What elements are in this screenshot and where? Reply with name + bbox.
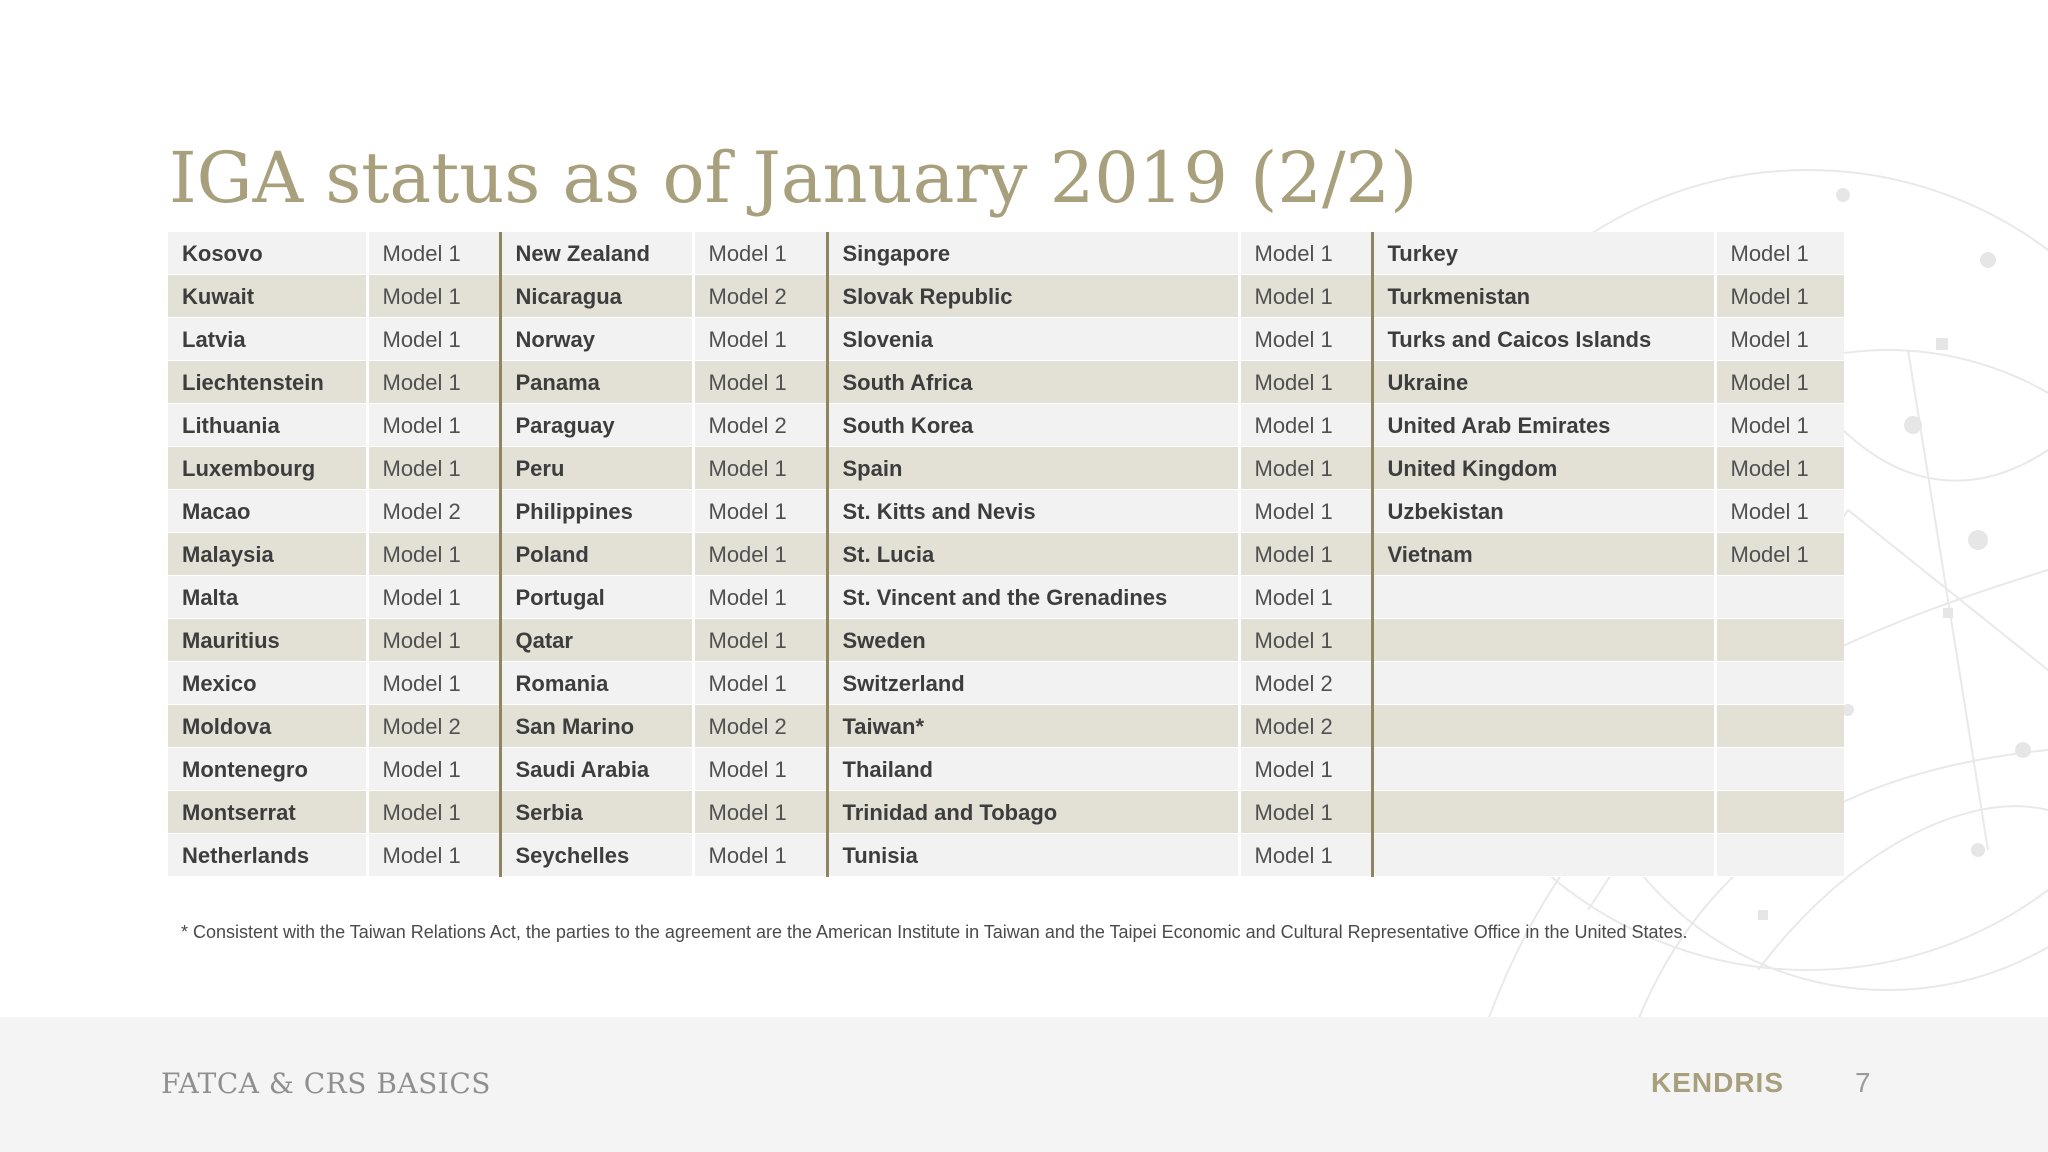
- table-row: [168, 705, 1844, 748]
- model-cell: Model 1: [367, 232, 500, 275]
- model-cell: [1715, 791, 1844, 834]
- country-cell: Portugal: [500, 576, 693, 619]
- model-cell: Model 1: [1715, 275, 1844, 318]
- country-cell: Philippines: [500, 490, 693, 533]
- country-cell: Kosovo: [168, 232, 367, 275]
- model-cell: Model 1: [693, 232, 827, 275]
- table-row: [168, 748, 1844, 791]
- model-cell: Model 1: [1715, 490, 1844, 533]
- table-row: [168, 533, 1844, 576]
- country-cell: Tunisia: [827, 834, 1239, 877]
- country-cell: Malta: [168, 576, 367, 619]
- model-cell: Model 1: [1239, 361, 1372, 404]
- slide-footer: [0, 1017, 2048, 1152]
- country-cell: Singapore: [827, 232, 1239, 275]
- model-cell: Model 1: [1715, 318, 1844, 361]
- country-cell: [1372, 619, 1715, 662]
- model-cell: [1715, 662, 1844, 705]
- model-cell: Model 1: [1239, 791, 1372, 834]
- country-cell: Latvia: [168, 318, 367, 361]
- country-cell: Taiwan*: [827, 705, 1239, 748]
- table-row: [168, 791, 1844, 834]
- country-cell: Qatar: [500, 619, 693, 662]
- model-cell: Model 1: [1239, 404, 1372, 447]
- model-cell: Model 1: [367, 361, 500, 404]
- country-cell: Sweden: [827, 619, 1239, 662]
- country-cell: [1372, 576, 1715, 619]
- country-cell: Turkmenistan: [1372, 275, 1715, 318]
- model-cell: Model 1: [1715, 361, 1844, 404]
- model-cell: Model 1: [367, 662, 500, 705]
- table-row: [168, 834, 1844, 877]
- model-cell: [1715, 705, 1844, 748]
- country-cell: Montserrat: [168, 791, 367, 834]
- model-cell: Model 2: [1239, 705, 1372, 748]
- country-cell: Thailand: [827, 748, 1239, 791]
- country-cell: Spain: [827, 447, 1239, 490]
- table-row: [168, 361, 1844, 404]
- model-cell: Model 2: [693, 275, 827, 318]
- model-cell: [1715, 619, 1844, 662]
- country-cell: Ukraine: [1372, 361, 1715, 404]
- page-number: 7: [1855, 1067, 1871, 1098]
- country-cell: Nicaragua: [500, 275, 693, 318]
- country-cell: Macao: [168, 490, 367, 533]
- country-cell: Vietnam: [1372, 533, 1715, 576]
- model-cell: Model 2: [693, 404, 827, 447]
- country-cell: Seychelles: [500, 834, 693, 877]
- table-row: [168, 318, 1844, 361]
- model-cell: Model 1: [367, 791, 500, 834]
- iga-status-table: [168, 232, 1844, 877]
- page-title: IGA status as of January 2019 (2/2): [169, 137, 1418, 219]
- country-cell: Liechtenstein: [168, 361, 367, 404]
- country-cell: Saudi Arabia: [500, 748, 693, 791]
- model-cell: Model 1: [693, 791, 827, 834]
- model-cell: Model 2: [367, 705, 500, 748]
- model-cell: [1715, 576, 1844, 619]
- country-cell: [1372, 705, 1715, 748]
- country-cell: [1372, 834, 1715, 877]
- model-cell: Model 1: [367, 318, 500, 361]
- model-cell: Model 1: [693, 662, 827, 705]
- country-cell: South Africa: [827, 361, 1239, 404]
- country-cell: Switzerland: [827, 662, 1239, 705]
- country-cell: Kuwait: [168, 275, 367, 318]
- country-cell: [1372, 791, 1715, 834]
- model-cell: Model 1: [1715, 447, 1844, 490]
- model-cell: Model 1: [1239, 275, 1372, 318]
- model-cell: Model 1: [367, 447, 500, 490]
- table-row: [168, 447, 1844, 490]
- model-cell: Model 1: [367, 275, 500, 318]
- table-row: [168, 232, 1844, 275]
- model-cell: Model 1: [367, 748, 500, 791]
- country-cell: St. Vincent and the Grenadines: [827, 576, 1239, 619]
- table-row: [168, 490, 1844, 533]
- model-cell: Model 1: [367, 834, 500, 877]
- footer-title: FATCA & CRS BASICS: [161, 1067, 491, 1100]
- model-cell: Model 1: [1239, 318, 1372, 361]
- country-cell: [1372, 662, 1715, 705]
- country-cell: United Kingdom: [1372, 447, 1715, 490]
- model-cell: Model 2: [1239, 662, 1372, 705]
- country-cell: Montenegro: [168, 748, 367, 791]
- model-cell: Model 1: [693, 834, 827, 877]
- brand-logo: KENDRIS: [1651, 1067, 1785, 1098]
- footnote: * Consistent with the Taiwan Relations Act, the parties to the agreement are the American Institute in Taiwan and the Taipei Economic and Cultural Representative Office in the United States.: [181, 922, 1688, 942]
- model-cell: Model 1: [367, 533, 500, 576]
- model-cell: Model 1: [1239, 576, 1372, 619]
- model-cell: Model 1: [693, 447, 827, 490]
- table-row: [168, 275, 1844, 318]
- table-body: [168, 232, 1844, 877]
- country-cell: New Zealand: [500, 232, 693, 275]
- country-cell: Uzbekistan: [1372, 490, 1715, 533]
- model-cell: Model 2: [693, 705, 827, 748]
- model-cell: Model 1: [1239, 748, 1372, 791]
- country-cell: Mauritius: [168, 619, 367, 662]
- model-cell: Model 1: [693, 619, 827, 662]
- country-cell: St. Lucia: [827, 533, 1239, 576]
- model-cell: Model 1: [1239, 619, 1372, 662]
- country-cell: Luxembourg: [168, 447, 367, 490]
- model-cell: Model 1: [693, 490, 827, 533]
- model-cell: Model 1: [1715, 404, 1844, 447]
- country-cell: Lithuania: [168, 404, 367, 447]
- country-cell: Peru: [500, 447, 693, 490]
- table-row: [168, 662, 1844, 705]
- country-cell: Turkey: [1372, 232, 1715, 275]
- country-cell: South Korea: [827, 404, 1239, 447]
- model-cell: [1715, 748, 1844, 791]
- model-cell: Model 1: [1239, 232, 1372, 275]
- model-cell: Model 1: [367, 404, 500, 447]
- table-row: [168, 576, 1844, 619]
- model-cell: Model 1: [1715, 232, 1844, 275]
- country-cell: Malaysia: [168, 533, 367, 576]
- model-cell: [1715, 834, 1844, 877]
- country-cell: [1372, 748, 1715, 791]
- country-cell: Slovak Republic: [827, 275, 1239, 318]
- model-cell: Model 2: [367, 490, 500, 533]
- table-row: [168, 404, 1844, 447]
- model-cell: Model 1: [693, 361, 827, 404]
- table-row: [168, 619, 1844, 662]
- country-cell: Slovenia: [827, 318, 1239, 361]
- model-cell: Model 1: [693, 576, 827, 619]
- country-cell: Romania: [500, 662, 693, 705]
- country-cell: Paraguay: [500, 404, 693, 447]
- model-cell: Model 1: [1239, 533, 1372, 576]
- country-cell: United Arab Emirates: [1372, 404, 1715, 447]
- model-cell: Model 1: [1239, 447, 1372, 490]
- country-cell: Moldova: [168, 705, 367, 748]
- country-cell: Serbia: [500, 791, 693, 834]
- model-cell: Model 1: [693, 318, 827, 361]
- country-cell: Poland: [500, 533, 693, 576]
- model-cell: Model 1: [1715, 533, 1844, 576]
- model-cell: Model 1: [1239, 834, 1372, 877]
- country-cell: Norway: [500, 318, 693, 361]
- country-cell: San Marino: [500, 705, 693, 748]
- model-cell: Model 1: [693, 748, 827, 791]
- model-cell: Model 1: [367, 619, 500, 662]
- country-cell: St. Kitts and Nevis: [827, 490, 1239, 533]
- country-cell: Netherlands: [168, 834, 367, 877]
- country-cell: Trinidad and Tobago: [827, 791, 1239, 834]
- country-cell: Mexico: [168, 662, 367, 705]
- model-cell: Model 1: [1239, 490, 1372, 533]
- country-cell: Turks and Caicos Islands: [1372, 318, 1715, 361]
- model-cell: Model 1: [367, 576, 500, 619]
- model-cell: Model 1: [693, 533, 827, 576]
- country-cell: Panama: [500, 361, 693, 404]
